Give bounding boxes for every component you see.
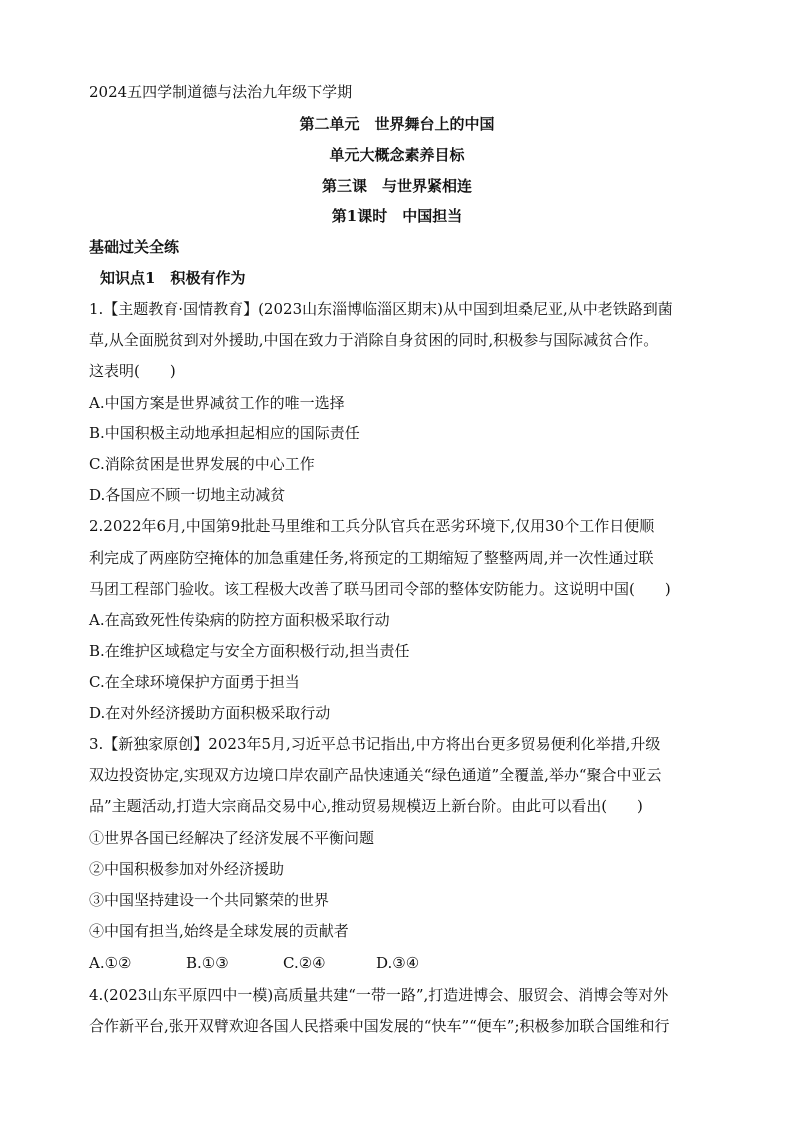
- question-3-statement-1: ①世界各国已经解决了经济发展不平衡问题: [89, 829, 375, 847]
- question-3-choice-b: B.①③: [186, 954, 229, 972]
- question-3-line-2: 双边投资协定,实现双方边境口岸农副产品快速通关“绿色通道”全覆盖,举办“聚合中亚云: [89, 766, 662, 784]
- question-4-line-1: 4.(2023山东平原四中一模)高质量共建“一带一路”,打造进博会、服贸会、消博会等对外: [89, 986, 669, 1004]
- question-1-line-1: 1.【主题教育·国情教育】(2023山东淄博临淄区期末)从中国到坦桑尼亚,从中老铁路到菌: [89, 300, 673, 318]
- question-2-line-1: 2.2022年6月,中国第9批赴马里维和工兵分队官兵在恶劣环境下,仅用30个工作日便顺: [89, 517, 655, 535]
- question-1-option-a: A.中国方案是世界减贫工作的唯一选择: [89, 394, 345, 412]
- question-1-option-d: D.各国应不顾一切地主动减贫: [89, 486, 286, 504]
- question-2-line-3: 马团工程部门验收。该工程极大改善了联马团司令部的整体安防能力。这说明中国( ): [89, 580, 671, 598]
- question-3-line-1: 3.【新独家原创】2023年5月,习近平总书记指出,中方将出台更多贸易便利化举措,升级: [89, 735, 661, 753]
- question-3-choice-c: C.②④: [283, 954, 326, 972]
- unit-goal-title: 单元大概念素养目标: [329, 146, 465, 164]
- question-3-choice-a: A.①②: [89, 954, 132, 972]
- question-3-choice-d: D.③④: [376, 954, 420, 972]
- lesson-title: 第三课 与世界紧相连: [321, 177, 472, 195]
- section-heading: 基础过关全练: [89, 238, 180, 256]
- question-3-statement-4: ④中国有担当,始终是全球发展的贡献者: [89, 922, 349, 940]
- question-3-statement-2: ②中国积极参加对外经济援助: [89, 860, 285, 878]
- question-1-line-3: 这表明( ): [89, 362, 176, 380]
- knowledge-point-heading: 知识点1 积极有作为: [100, 269, 246, 287]
- header-line: 2024五四学制道德与法治九年级下学期: [89, 83, 353, 101]
- question-3-statement-3: ③中国坚持建设一个共同繁荣的世界: [89, 891, 330, 909]
- question-3-line-3: 品”主题活动,打造大宗商品交易中心,推动贸易规模迈上新台阶。由此可以看出( ): [89, 797, 643, 815]
- unit-title: 第二单元 世界舞台上的中国: [299, 115, 495, 133]
- question-2-option-d: D.在对外经济援助方面积极采取行动: [89, 704, 331, 722]
- question-4-line-2: 合作新平台,张开双臂欢迎各国人民搭乘中国发展的“快车”“便车”;积极参加联合国维和行: [89, 1017, 670, 1035]
- question-2-option-a: A.在高致死性传染病的防控方面积极采取行动: [89, 611, 390, 629]
- question-2-option-c: C.在全球环境保护方面勇于担当: [89, 673, 300, 691]
- question-2-line-2: 利完成了两座防空掩体的加急重建任务,将预定的工期缩短了整整两周,并一次性通过联: [89, 549, 654, 567]
- question-1-option-b: B.中国积极主动地承担起相应的国际责任: [89, 424, 360, 442]
- question-1-option-c: C.消除贫困是世界发展的中心工作: [89, 455, 315, 473]
- question-1-line-2: 草,从全面脱贫到对外援助,中国在致力于消除自身贫困的同时,积极参与国际减贫合作。: [89, 331, 659, 349]
- question-2-option-b: B.在维护区域稳定与安全方面积极行动,担当责任: [89, 642, 410, 660]
- period-title: 第1课时 中国担当: [331, 207, 463, 225]
